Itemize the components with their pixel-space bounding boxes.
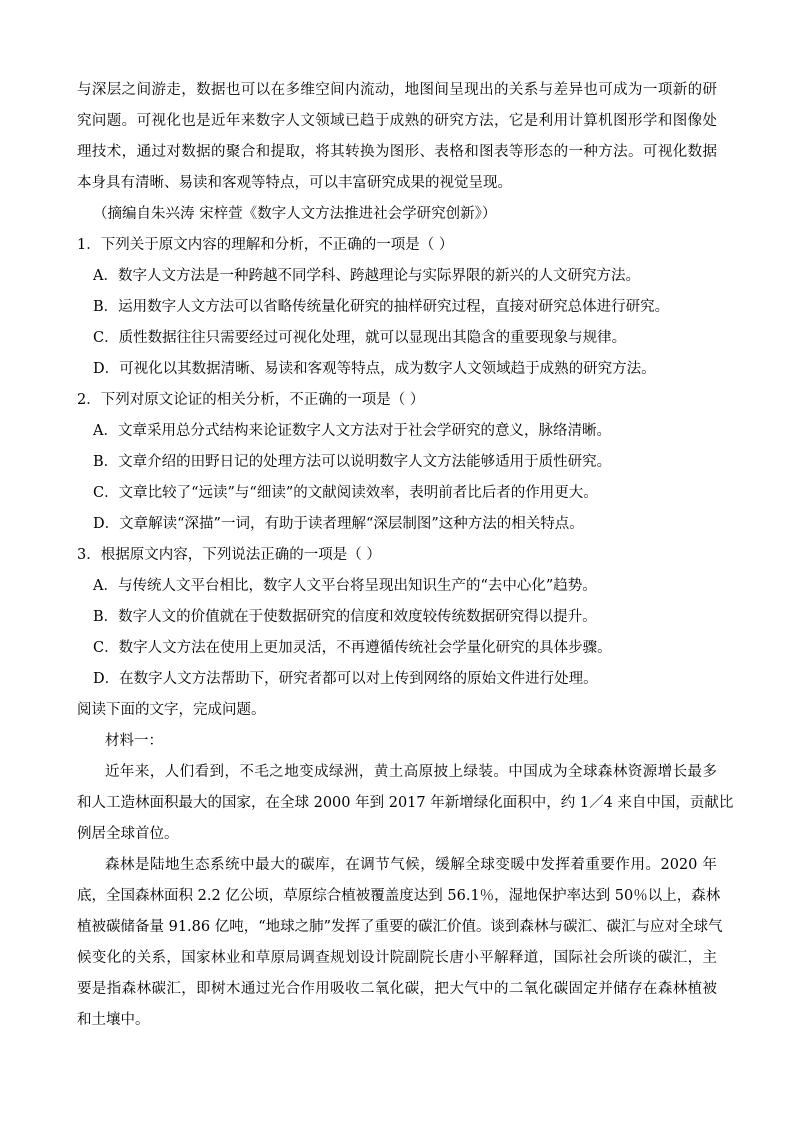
passage-line: 与深层之间游走，数据也可以在多维空间内流动，地图间呈现出的关系与差异也可成为一项新的研 (77, 82, 717, 98)
paragraph-line: 要是指森林碳汇，即树木通过光合作用吸收二氧化碳，把大气中的二氧化碳固定并储存在森林植被 (77, 981, 717, 997)
paragraph-line: 和土壤中。 (77, 1012, 150, 1028)
paragraph-line: 近年来，人们看到，不毛之地变成绿洲，黄土高原披上绿装。中国成为全球森林资源增长最多 (105, 764, 717, 780)
reading-instruction: 阅读下面的文字，完成问题。 (77, 702, 266, 718)
question-stem-1: 1．下列关于原文内容的理解和分析，不正确的一项是（ ） (77, 237, 454, 253)
question-3-option-b: B．数字人文的价值就在于使数据研究的信度和效度较传统数据研究得以提升。 (93, 609, 597, 625)
question-stem-2: 2．下列对原文论证的相关分析，不正确的一项是（ ） (77, 392, 425, 408)
passage-line: 理技术，通过对数据的聚合和提取，将其转换为图形、表格和图表等形态的一种方法。可视化数据 (77, 144, 717, 160)
source-citation: （摘编自朱兴涛 宋梓萱《数字人文方法推进社会学研究创新》） (93, 206, 497, 222)
question-3-option-d: D．在数字人文方法帮助下，研究者都可以对上传到网络的原始文件进行处理。 (93, 671, 598, 687)
question-3-option-a: A．与传统人文平台相比，数字人文平台将呈现出知识生产的“去中心化”趋势。 (93, 578, 597, 594)
passage-line: 本身具有清晰、易读和客观等特点，可以丰富研究成果的视觉呈现。 (77, 175, 512, 191)
question-2-option-c: C．文章比较了“远读”与“细读”的文献阅读效率，表明前者比后者的作用更大。 (93, 485, 598, 501)
question-1-option-d: D．可视化以其数据清晰、易读和客观等特点，成为数字人文领域趋于成熟的研究方法。 (93, 361, 656, 377)
passage-line: 究问题。可视化也是近年来数字人文领域已趋于成熟的研究方法，它是利用计算机图形学和图像处 (77, 113, 717, 129)
question-1-option-c: C．质性数据往往只需要经过可视化处理，就可以显现出其隐含的重要现象与规律。 (93, 330, 627, 346)
paragraph-line: 和人工造林面积最大的国家，在全球 2000 年到 2017 年新增绿化面积中，约 1／4 来自中国，贡献比 (77, 795, 734, 811)
question-1-option-b: B．运用数字人文方法可以省略传统量化研究的抽样研究过程，直接对研究总体进行研究。 (93, 299, 670, 315)
paragraph-line: 底，全国森林面积 2.2 亿公顷，草原综合植被覆盖度达到 56.1％，湿地保护率达到 50％以上，森林 (77, 888, 721, 904)
paragraph-line: 例居全球首位。 (77, 826, 179, 842)
question-2-option-d: D．文章解读“深描”一词，有助于读者理解“深层制图”这种方法的相关特点。 (93, 516, 584, 532)
question-2-option-b: B．文章介绍的田野日记的处理方法可以说明数字人文方法能够适用于质性研究。 (93, 454, 612, 470)
material-title: 材料一： (105, 733, 163, 749)
paragraph-line: 候变化的关系，国家林业和草原局调查规划设计院副院长唐小平解释道，国际社会所谈的碳汇，主 (77, 950, 717, 966)
question-stem-3: 3．根据原文内容，下列说法正确的一项是（ ） (77, 547, 381, 563)
question-3-option-c: C．数字人文方法在使用上更加灵活，不再遵循传统社会学量化研究的具体步骤。 (93, 640, 612, 656)
paragraph-line: 植被碳储备量 91.86 亿吨，“地球之肺”发挥了重要的碳汇价值。谈到森林与碳汇、碳汇与应对全球气 (77, 919, 723, 935)
question-2-option-a: A．文章采用总分式结构来论证数字人文方法对于社会学研究的意义，脉络清晰。 (93, 423, 611, 439)
paragraph-line: 森林是陆地生态系统中最大的碳库，在调节气候，缓解全球变暖中发挥着重要作用。2020 年 (105, 857, 717, 873)
question-1-option-a: A．数字人文方法是一种跨越不同学科、跨越理论与实际界限的新兴的人文研究方法。 (93, 268, 640, 284)
